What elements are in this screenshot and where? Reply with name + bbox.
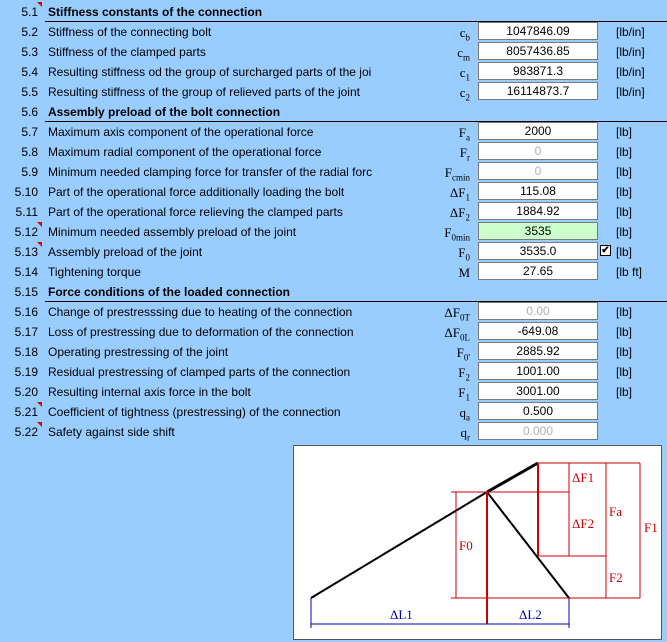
unit-label: [lb/in]: [616, 85, 645, 99]
parameter-label: Part of the operational force relieving the clamped parts: [48, 205, 343, 219]
parameter-row: [0, 302, 667, 322]
unit-label: [lb/in]: [616, 65, 645, 79]
row-number: 5.13: [14, 245, 38, 259]
label-dF2: ΔF2: [572, 516, 595, 531]
value-cell: 0: [478, 142, 598, 160]
unit-label: [lb]: [616, 185, 633, 199]
comment-marker-icon: [37, 242, 42, 247]
label-F2: F2: [609, 570, 623, 585]
label-dL2: ΔL2: [519, 607, 542, 622]
parameter-label: Minimum needed clamping force for transfer of the radial forc: [48, 165, 373, 179]
parameter-label: Tightening torque: [48, 265, 141, 279]
value-cell: 0.000: [478, 422, 598, 440]
parameter-label: Change of prestresssing due to heating of the connection: [48, 305, 353, 319]
value-cell[interactable]: 1001.00: [478, 362, 598, 380]
parameter-symbol: $F_1$: [458, 385, 470, 403]
parameter-label: Resulting stiffness of the group of relieved parts of the joint: [48, 85, 360, 99]
parameter-row: [0, 182, 667, 202]
comment-marker-icon: [37, 422, 42, 427]
parameter-row: [0, 362, 667, 382]
label-dF1: ΔF1: [572, 470, 595, 485]
parameter-row: [0, 222, 667, 242]
parameter-symbol: $F_{0'}$: [456, 345, 470, 363]
parameter-label: Operating prestressing of the joint: [48, 345, 229, 359]
parameter-symbol: $F_a$: [458, 125, 470, 143]
parameter-symbol: $F_0$: [458, 245, 470, 263]
unit-label: [lb]: [616, 145, 633, 159]
parameter-label: Loss of prestressing due to deformation of the connection: [48, 325, 354, 339]
value-cell[interactable]: 2885.92: [478, 342, 598, 360]
parameter-label: Safety against side shift: [48, 425, 175, 439]
row-number: 5.19: [14, 365, 38, 379]
section-header: [0, 2, 667, 22]
parameter-row: [0, 322, 667, 342]
row-number: 5.2: [21, 25, 38, 39]
row-number: 5.1: [21, 5, 38, 19]
parameter-row: [0, 242, 667, 262]
unit-label: [lb]: [616, 345, 633, 359]
parameter-symbol: $c_2$: [459, 85, 470, 103]
parameter-label: Maximum axis component of the operational force: [48, 125, 314, 139]
row-number: 5.11: [15, 205, 38, 219]
section-title: Force conditions of the loaded connection: [48, 285, 291, 299]
unit-label: [lb]: [616, 245, 633, 259]
parameter-symbol: $F_r$: [459, 145, 470, 163]
parameter-row: [0, 62, 667, 82]
parameter-row: [0, 162, 667, 182]
comment-marker-icon: [37, 402, 42, 407]
value-cell[interactable]: 2000: [478, 122, 598, 140]
parameter-row: [0, 22, 667, 42]
parameter-symbol: $F_{cmin}$: [444, 165, 470, 183]
label-F0: F0: [459, 538, 473, 553]
unit-label: [lb]: [616, 205, 633, 219]
unit-label: [lb]: [616, 125, 633, 139]
parameter-label: Stiffness of the clamped parts: [48, 45, 206, 59]
value-cell[interactable]: 3535: [478, 222, 598, 240]
diagram-svg: [294, 446, 661, 639]
force-deformation-diagram: [293, 445, 662, 640]
parameter-symbol: $q_a$: [459, 405, 470, 423]
label-Fa: Fa: [609, 504, 622, 519]
row-number: 5.8: [21, 145, 38, 159]
parameter-label: Maximum radial component of the operational force: [48, 145, 322, 159]
parameter-symbol: $c_b$: [459, 25, 470, 43]
value-cell[interactable]: 16114873.7: [478, 82, 598, 100]
row-number: 5.20: [14, 385, 38, 399]
section-header: [0, 102, 667, 122]
row-number: 5.9: [21, 165, 38, 179]
row-number: 5.10: [14, 185, 38, 199]
row-number: 5.21: [14, 405, 38, 419]
unit-label: [lb]: [616, 385, 633, 399]
row-number: 5.18: [14, 345, 38, 359]
row-number: 5.12: [14, 225, 38, 239]
parameter-symbol: $\Delta F_{0T}$: [444, 305, 470, 323]
parameter-label: Residual prestressing of clamped parts of the connection: [48, 365, 351, 379]
label-dL1: ΔL1: [390, 607, 413, 622]
parameter-symbol: $\Delta F_1$: [449, 185, 470, 203]
value-cell[interactable]: 8057436.85: [478, 42, 598, 60]
section-title: Assembly preload of the bolt connection: [48, 105, 281, 119]
parameter-row: [0, 82, 667, 102]
parameter-symbol: $q_r$: [460, 425, 470, 443]
parameter-row: [0, 402, 667, 422]
value-cell[interactable]: 0.500: [478, 402, 598, 420]
comment-marker-icon: [37, 222, 42, 227]
parameter-label: Assembly preload of the joint: [48, 245, 203, 259]
parameter-symbol: M: [458, 265, 470, 280]
unit-label: [lb]: [616, 365, 633, 379]
parameter-symbol: $c_m$: [457, 45, 470, 63]
row-number: 5.6: [21, 105, 38, 119]
value-cell[interactable]: 1884.92: [478, 202, 598, 220]
unit-label: [lb/in]: [616, 25, 645, 39]
parameter-symbol: $\Delta F_{0L}$: [444, 325, 470, 343]
preload-checkbox[interactable]: ✔: [601, 245, 610, 256]
parameter-symbol: $\Delta F_2$: [449, 205, 470, 223]
parameter-row: [0, 342, 667, 362]
parameter-row: [0, 42, 667, 62]
parameter-row: [0, 122, 667, 142]
value-cell[interactable]: 3535.0: [478, 242, 598, 260]
parameter-label: Resulting stiffness od the group of surcharged parts of the joi: [48, 65, 372, 79]
value-cell[interactable]: 3001.00: [478, 382, 598, 400]
section-header: [0, 282, 667, 302]
unit-label: [lb]: [616, 225, 633, 239]
clamped-parts-line: [487, 492, 569, 598]
parameter-row: [0, 382, 667, 402]
label-F1: F1: [644, 520, 658, 535]
parameter-symbol: $F_2$: [458, 365, 470, 383]
parameter-label: Resulting internal axis force in the bolt: [48, 385, 251, 399]
parameter-row: [0, 202, 667, 222]
unit-label: [lb ft]: [616, 265, 643, 279]
row-number: 5.17: [14, 325, 38, 339]
bolt-load-line: [487, 463, 538, 492]
value-cell[interactable]: -649.08: [478, 322, 598, 340]
row-number: 5.16: [14, 305, 38, 319]
unit-label: [lb]: [616, 165, 633, 179]
parameter-row: [0, 422, 667, 442]
row-number: 5.4: [21, 65, 38, 79]
row-number: 5.22: [14, 425, 38, 439]
value-cell: 0.00: [478, 302, 598, 320]
row-number: 5.15: [14, 285, 38, 299]
unit-label: [lb]: [616, 325, 633, 339]
value-cell: 0: [478, 162, 598, 180]
row-number: 5.5: [21, 85, 38, 99]
value-cell[interactable]: 1047846.09: [478, 22, 598, 40]
comment-marker-icon: [37, 2, 42, 7]
value-cell[interactable]: 115.08: [478, 182, 598, 200]
value-cell[interactable]: 983871.3: [478, 62, 598, 80]
parameter-row: [0, 142, 667, 162]
section-title: Stiffness constants of the connection: [48, 5, 263, 19]
row-number: 5.14: [14, 265, 38, 279]
parameter-label: Minimum needed assembly preload of the joint: [48, 225, 297, 239]
value-cell[interactable]: 27.65: [478, 262, 598, 280]
row-number: 5.3: [21, 45, 38, 59]
parameter-label: Coefficient of tightness (prestressing) of the connection: [48, 405, 341, 419]
parameter-label: Part of the operational force additionally loading the bolt: [48, 185, 345, 199]
parameter-symbol: $c_1$: [459, 65, 470, 83]
unit-label: [lb]: [616, 305, 633, 319]
parameter-row: [0, 262, 667, 282]
unit-label: [lb/in]: [616, 45, 645, 59]
parameter-label: Stiffness of the connecting bolt: [48, 25, 212, 39]
parameter-symbol: $F_{0min}$: [444, 225, 470, 243]
row-number: 5.7: [21, 125, 38, 139]
